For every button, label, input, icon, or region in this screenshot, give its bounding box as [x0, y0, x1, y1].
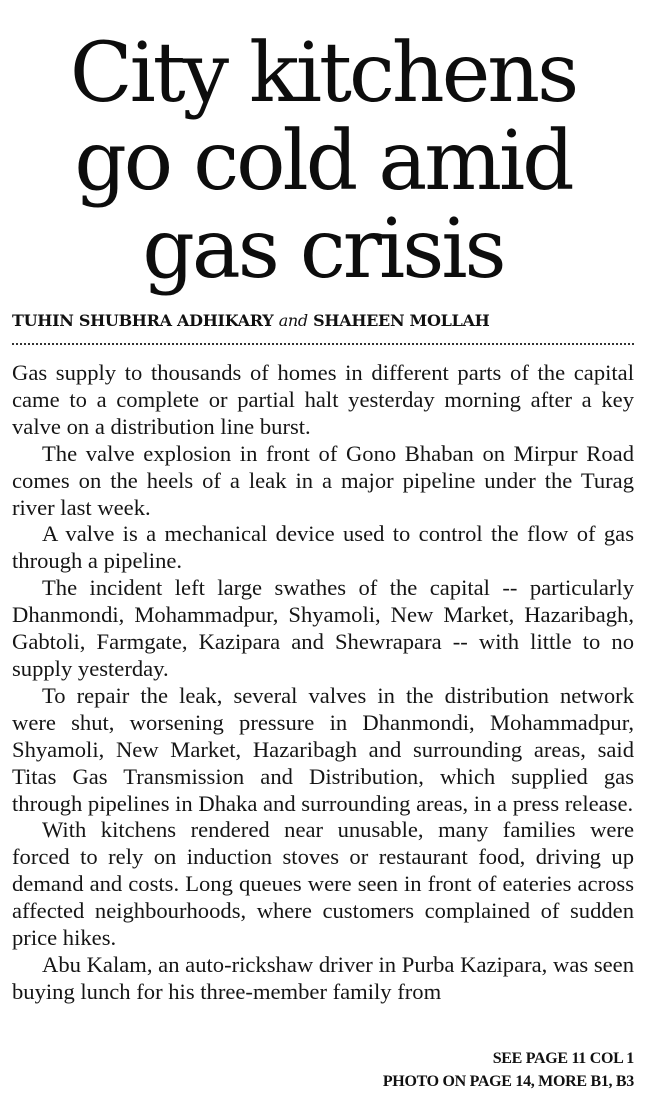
- article-paragraph: To repair the leak, several valves in the distribution network were shut, worsening pressure in Dhanmondi, Mohammadpur, Shyamoli, New Market, Hazaribagh and surrounding areas, said Titas Gas Transmission and Distribution, which supplied gas through pipelines in Dhaka and surrounding areas, in a press release.: [12, 682, 634, 816]
- byline: [12, 309, 634, 333]
- article-paragraph: The incident left large swathes of the capital -- particularly Dhanmondi, Mohammadpur, Shyamoli, New Market, Hazaribagh, Gabtoli, Farmgate, Kazipara and Shewrapara -- with little to no supply yesterday.: [12, 575, 634, 681]
- headline: [0, 26, 646, 297]
- article-paragraph: Abu Kalam, an auto-rickshaw driver in Purba Kazipara, was seen buying lunch for his three-member family from: [12, 951, 634, 1004]
- byline-author-2: SHAHEEN MOLLAH: [313, 311, 490, 330]
- byline-divider: [12, 343, 634, 345]
- headline-line-3: gas crisis: [142, 202, 504, 297]
- byline-conjunction: and: [278, 311, 308, 330]
- headline-line-2: go cold amid: [74, 114, 572, 209]
- photo-reference: PHOTO ON PAGE 14, MORE B1, B3: [382, 1073, 634, 1090]
- headline-line-1: City kitchens: [69, 26, 577, 121]
- continuation-reference: SEE PAGE 11 COL 1: [492, 1050, 634, 1067]
- byline-author-1: TUHIN SHUBHRA ADHIKARY: [12, 311, 274, 330]
- article-paragraph: A valve is a mechanical device used to control the flow of gas through a pipeline.: [12, 521, 634, 574]
- article-paragraph: With kitchens rendered near unusable, many families were forced to rely on induction stoves or restaurant food, driving up demand and costs. Long queues were seen in front of eateries across affected neighbourhoods, where customers complained of sudden price hikes.: [12, 817, 634, 951]
- article-body: [12, 360, 634, 1006]
- article-paragraph: The valve explosion in front of Gono Bhaban on Mirpur Road comes on the heels of a leak in a major pipeline under the Turag river last week.: [12, 440, 634, 520]
- article-paragraph: Gas supply to thousands of homes in different parts of the capital came to a complete or partial halt yesterday morning after a key valve on a distribution line burst.: [12, 360, 634, 439]
